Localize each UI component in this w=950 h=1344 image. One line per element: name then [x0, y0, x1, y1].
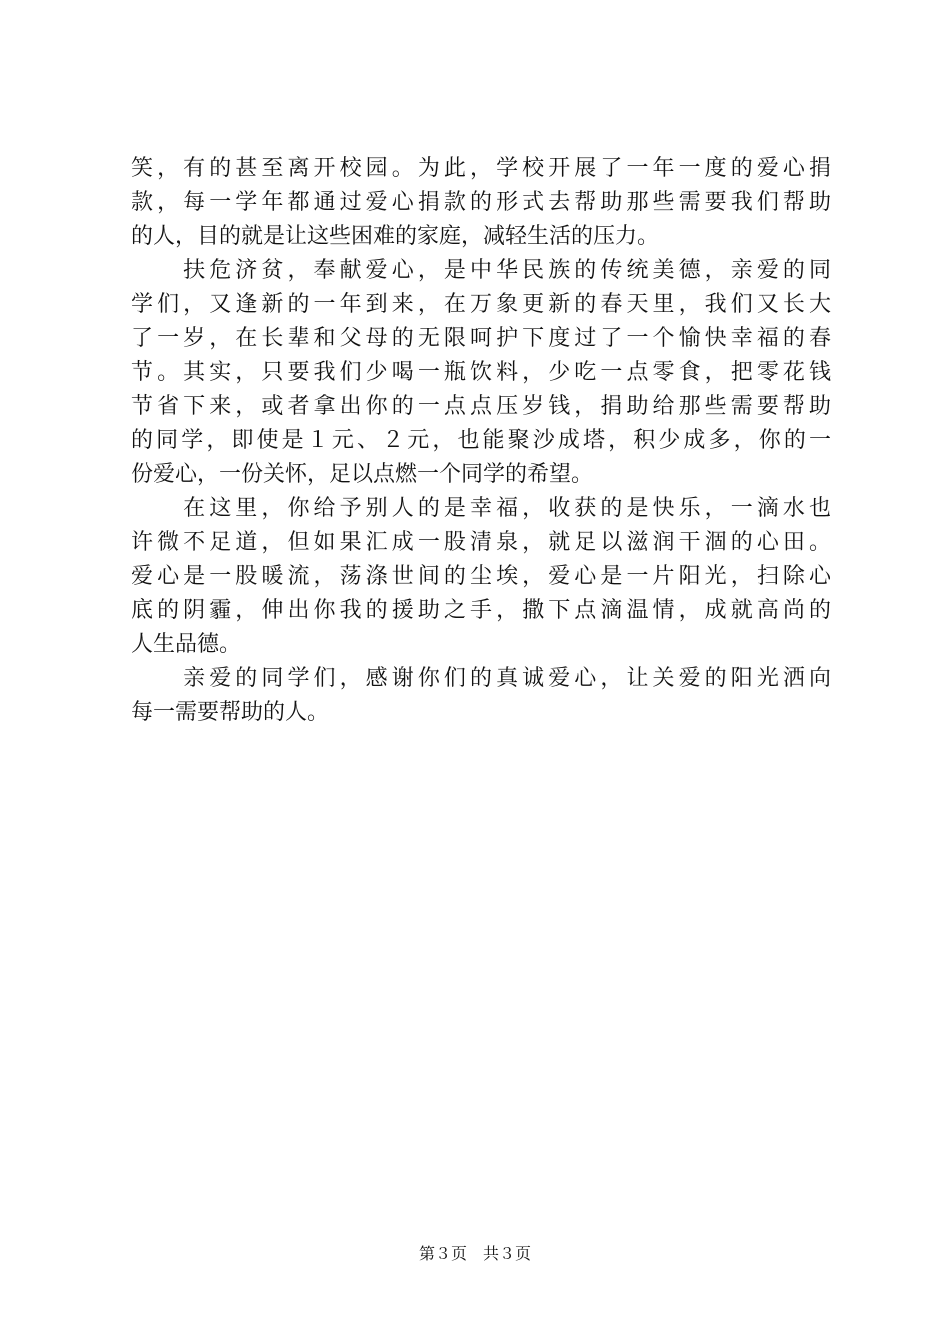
text-line: 节。其实，只要我们少喝一瓶饮料，少吃一点零食，把零花钱	[131, 360, 831, 385]
text-line: 学们，又逢新的一年到来，在万象更新的春天里，我们又长大	[131, 292, 831, 317]
text-line: 底的阴霾，伸出你我的援助之手，撒下点滴温情，成就高尚的	[131, 598, 831, 623]
text-line: 了一岁，在长辈和父母的无限呵护下度过了一个愉快幸福的春	[131, 326, 831, 351]
text-line: 笑，有的甚至离开校园。为此，学校开展了一年一度的爱心捐	[131, 156, 831, 181]
text-line: 在这里，你给予别人的是幸福，收获的是快乐，一滴水也	[131, 496, 831, 521]
text-line: 人生品德。	[131, 632, 242, 657]
text-line: 亲爱的同学们，感谢你们的真诚爱心，让关爱的阳光洒向	[131, 666, 831, 691]
text-line: 许微不足道，但如果汇成一股清泉，就足以滋润干涸的心田。	[131, 530, 831, 555]
page-number-footer: 第３页 共３页	[418, 1244, 531, 1263]
text-line: 的人，目的就是让这些困难的家庭，减轻生活的压力。	[131, 224, 660, 249]
text-line: 份爱心，一份关怀，足以点燃一个同学的希望。	[131, 462, 594, 487]
text-line: 款，每一学年都通过爱心捐款的形式去帮助那些需要我们帮助	[131, 190, 831, 215]
text-line: 爱心是一股暖流，荡涤世间的尘埃，爱心是一片阳光，扫除心	[131, 564, 831, 589]
text-line: 的同学，即使是１元、２元，也能聚沙成塔，积少成多，你的一	[131, 428, 831, 453]
text-line: 节省下来，或者拿出你的一点点压岁钱，捐助给那些需要帮助	[131, 394, 831, 419]
text-line: 扶危济贫，奉献爱心，是中华民族的传统美德，亲爱的同	[131, 258, 831, 283]
text-line: 每一需要帮助的人。	[131, 700, 330, 725]
document-body	[131, 152, 831, 730]
